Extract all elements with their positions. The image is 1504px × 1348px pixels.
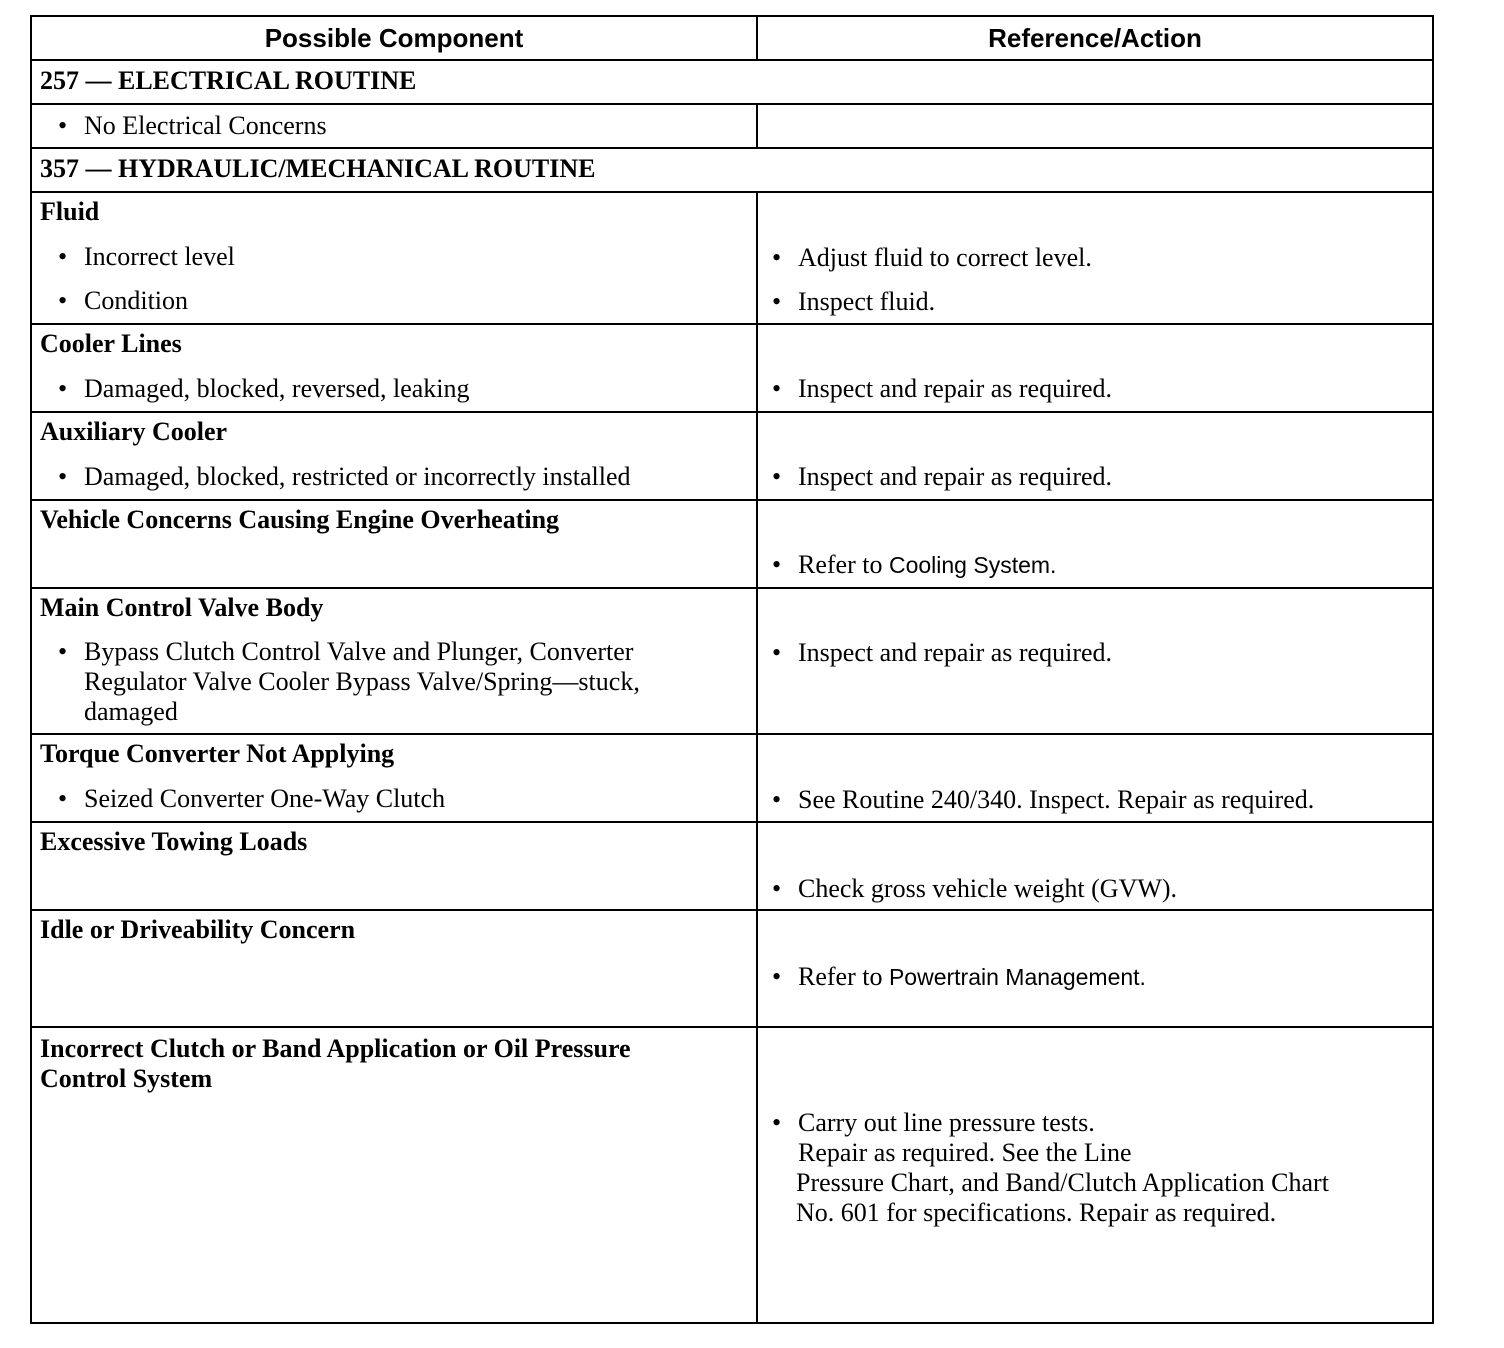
section-title: 357 — HYDRAULIC/MECHANICAL ROUTINE [40, 154, 596, 183]
action-prefix: Refer to [798, 550, 883, 579]
section-electrical-routine [32, 61, 1432, 105]
action-item: • Adjust fluid to correct level. [798, 243, 1092, 273]
cooling-system-reference: Cooling System. [888, 552, 1057, 578]
component-title: Cooler Lines [40, 329, 182, 358]
component-title: Auxiliary Cooler [40, 417, 228, 446]
table-row-engine-overheating [32, 501, 1432, 589]
component-item: • Bypass Clutch Control Valve and Plunger, Converter Regulator Valve Cooler Bypass Valve/Spring—stuck, damaged [84, 637, 640, 727]
table-row-torque-converter [32, 735, 1432, 823]
component-title: Incorrect Clutch or Band Application or Oil Pressure Control System [40, 1034, 631, 1093]
action-prefix: Refer to [798, 962, 883, 991]
table-row-towing-loads [32, 823, 1432, 911]
component-title: Excessive Towing Loads [40, 827, 308, 856]
action-item [798, 550, 1056, 580]
component-item: • Seized Converter One-Way Clutch [84, 784, 445, 814]
action-item: • Carry out line pressure tests. Repair as required. See the Line Pressure Chart, and Band/Clutch Application Chart No. 601 for specifications. Repair as required. [798, 1108, 1329, 1228]
section-title: 257 — ELECTRICAL ROUTINE [40, 66, 417, 95]
table-row-cooler-lines [32, 325, 1432, 413]
action-item [798, 962, 1146, 992]
component-item: • Damaged, blocked, restricted or incorrectly installed [84, 462, 631, 492]
action-item: • Check gross vehicle weight (GVW). [798, 874, 1177, 904]
component-title: Fluid [40, 197, 100, 226]
action-item: • See Routine 240/340. Inspect. Repair as required. [798, 785, 1314, 815]
component-title: Idle or Driveability Concern [40, 915, 356, 944]
header-possible-component: Possible Component [32, 17, 758, 59]
component-item: • Condition [84, 286, 188, 316]
component-title: Torque Converter Not Applying [40, 739, 395, 768]
component-item: • No Electrical Concerns [84, 111, 327, 141]
action-item: • Inspect and repair as required. [798, 462, 1112, 492]
table-row-idle-driveability [32, 911, 1432, 1028]
component-title: Vehicle Concerns Causing Engine Overheating [40, 505, 560, 534]
table-row-main-control-valve-body [32, 589, 1432, 735]
table-header-row [32, 17, 1432, 61]
action-item: • Inspect and repair as required. [798, 374, 1112, 404]
table-row-fluid [32, 193, 1432, 325]
table-row [32, 105, 1432, 149]
table-row-auxiliary-cooler [32, 413, 1432, 501]
component-title: Main Control Valve Body [40, 593, 324, 622]
action-item: • Inspect and repair as required. [798, 638, 1112, 668]
component-item: • Damaged, blocked, reversed, leaking [84, 374, 470, 404]
table-row-clutch-band-application [32, 1028, 1432, 1322]
powertrain-management-reference: Powertrain Management. [888, 964, 1146, 990]
action-item: • Inspect fluid. [798, 287, 935, 317]
header-reference-action: Reference/Action [988, 23, 1202, 53]
component-item: • Incorrect level [84, 242, 235, 272]
diagnostic-table [30, 15, 1434, 1324]
section-hydraulic-routine [32, 149, 1432, 193]
